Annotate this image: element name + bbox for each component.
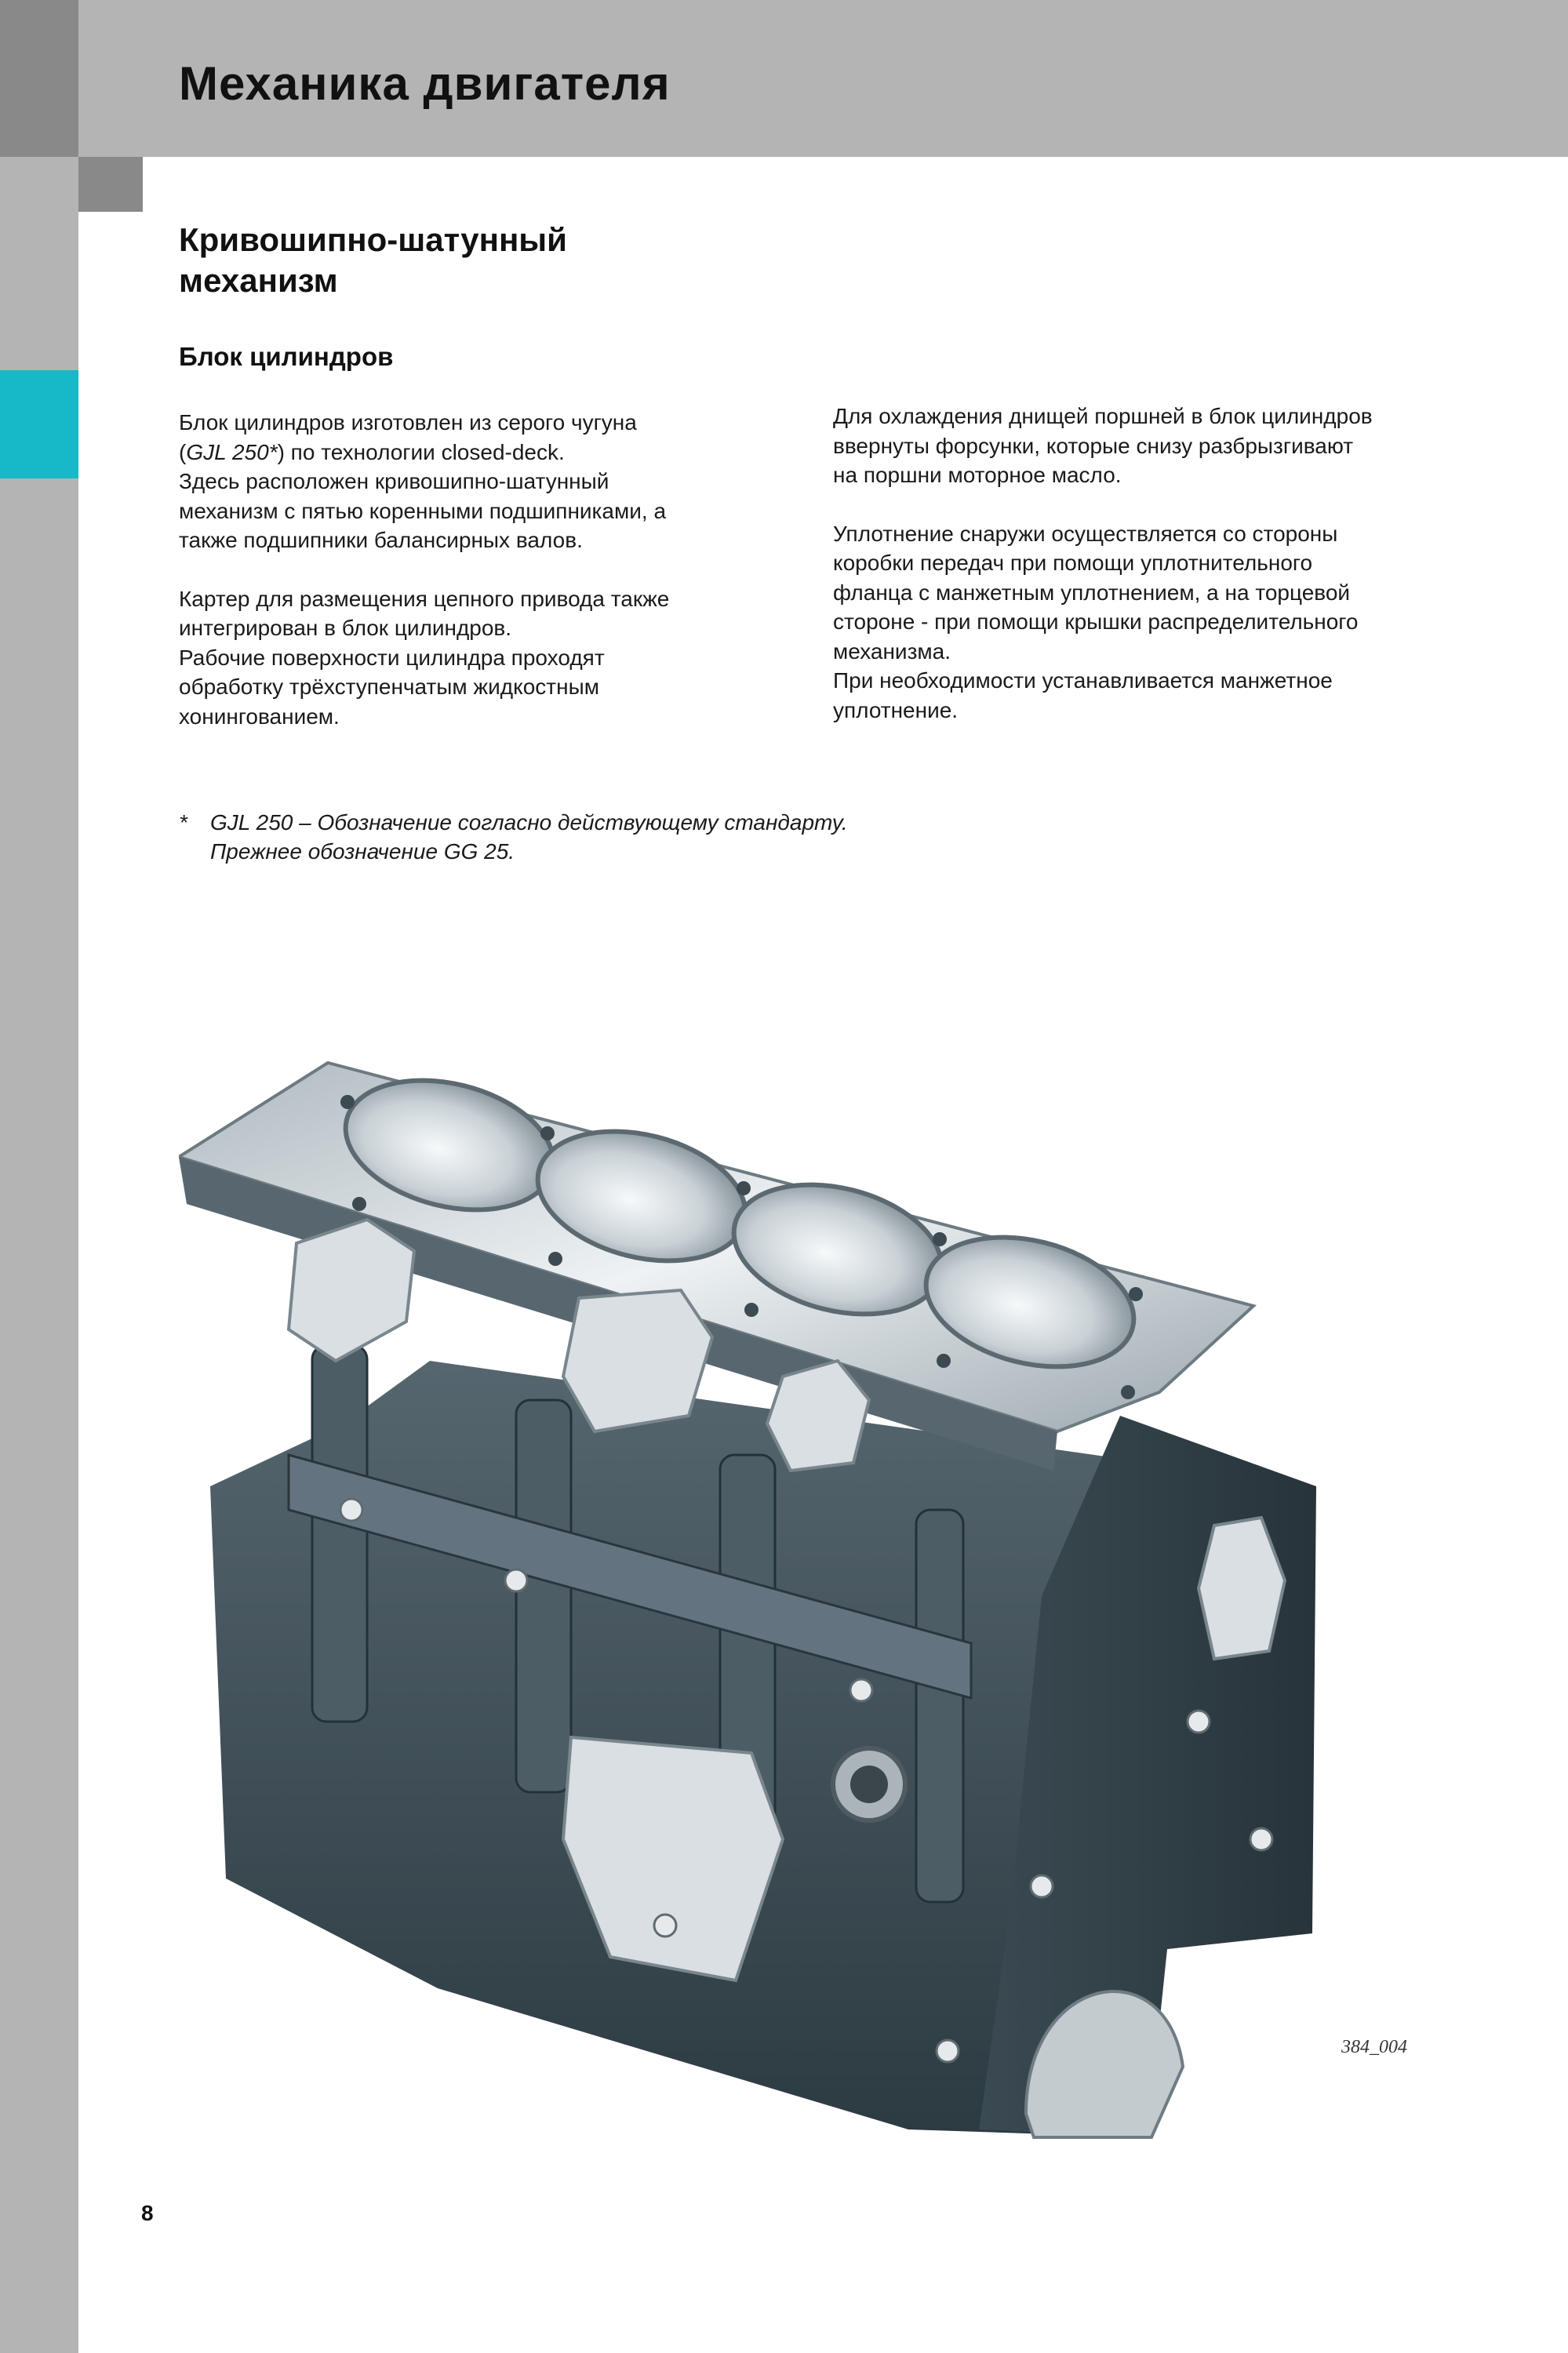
paragraph [179, 408, 791, 555]
text-line: также подшипники балансирных валов. [179, 528, 583, 552]
sidebar-dark-block [0, 0, 78, 157]
text-line: интегрирован в блок цилиндров. [179, 616, 512, 640]
header-tab-block [78, 157, 143, 212]
text-line: хонингованием. [179, 704, 340, 729]
sidebar-strip [0, 0, 78, 2353]
text-line: Рабочие поверхности цилиндра проходят [179, 645, 605, 670]
body-column-right [833, 402, 1461, 725]
subsection-title: Блок цилиндров [179, 342, 394, 371]
paragraph [833, 519, 1461, 726]
footnote-marker: * [179, 810, 187, 835]
figure-code: 384_004 [1341, 2037, 1407, 2057]
body-column-left [179, 408, 791, 731]
text-line: Здесь расположен кривошипно-шатунный [179, 469, 609, 493]
text-line: стороне - при помощи крышки распределительного [833, 609, 1359, 634]
text-line: Картер для размещения цепного привода также [179, 586, 670, 611]
text-line: При необходимости устанавливается манжетное [833, 668, 1333, 693]
text-line: коробки передач при помощи уплотнительного [833, 551, 1313, 575]
material-designation: GJL 250* [186, 439, 278, 464]
page-number: 8 [141, 2201, 154, 2225]
footnote-line: GJL 250 – Обозначение согласно действующему стандарту. [210, 810, 848, 835]
text-line: ввернуты форсунки, которые снизу разбрызгивают [833, 433, 1354, 458]
chapter-accent-marker [0, 370, 78, 478]
text-line: Блок цилиндров изготовлен из серого чугуна [179, 410, 637, 435]
text-line: (GJL 250*) по технологии closed-deck. [179, 439, 565, 464]
text-line: обработку трёхступенчатым жидкостным [179, 675, 599, 699]
text-line: Уплотнение снаружи осуществляется со стороны [833, 521, 1338, 546]
text-line: механизм с пятью коренными подшипниками, а [179, 498, 667, 523]
text-line: на поршни моторное масло. [833, 463, 1122, 487]
text-line: уплотнение. [833, 697, 959, 722]
text-line: механизма. [833, 638, 951, 664]
chapter-title: Механика двигателя [179, 57, 671, 110]
paragraph [833, 402, 1461, 490]
text-line: фланца с манжетным уплотнением, а на торцевой [833, 580, 1351, 605]
text-line: Для охлаждения днищей поршней в блок цилиндров [833, 404, 1373, 428]
paragraph [179, 584, 791, 732]
section-title: Кривошипно-шатунный механизм [179, 221, 567, 299]
footnote-line: Прежнее обозначение GG 25. [210, 839, 515, 864]
engine-block-illustration [179, 1047, 1410, 2177]
